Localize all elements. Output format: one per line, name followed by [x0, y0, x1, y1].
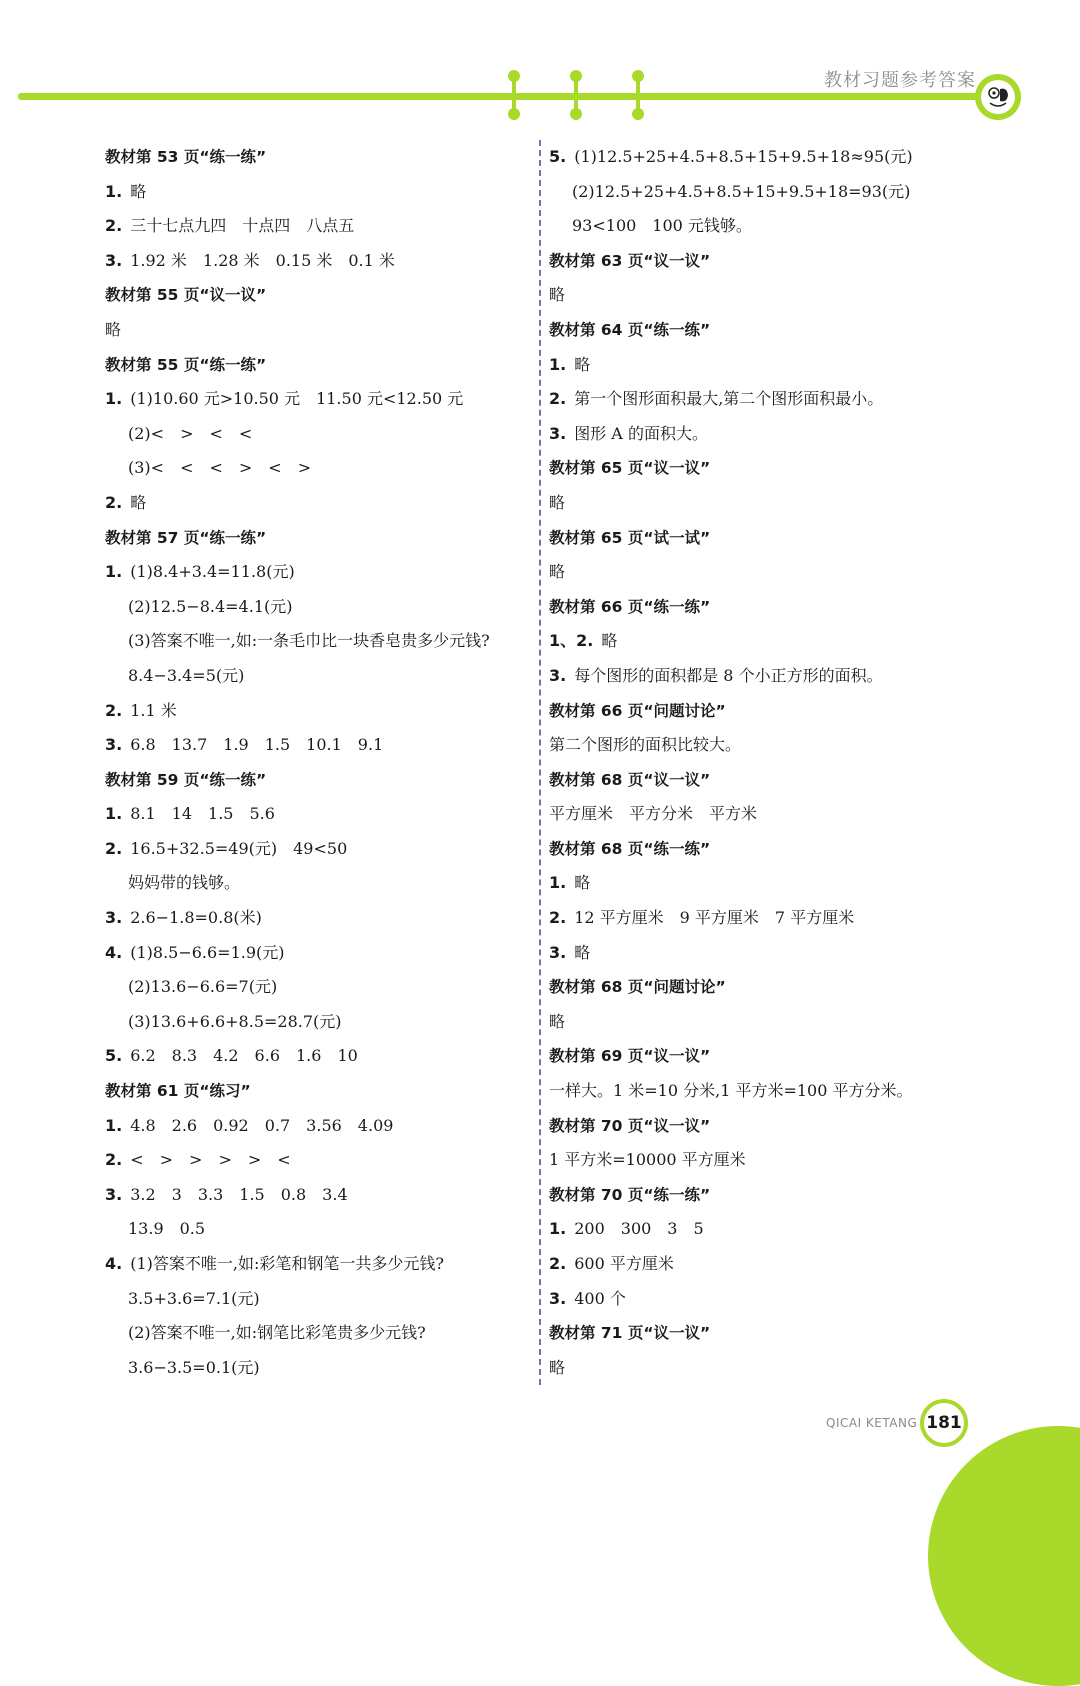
binder-clip-icon	[633, 70, 643, 120]
line-text: < > > > > <	[130, 1150, 291, 1170]
section-heading	[549, 521, 1069, 556]
line-text: 教材第 65 页“试一试”	[549, 528, 711, 547]
answer-line	[549, 486, 1069, 521]
answer-line	[105, 1247, 530, 1282]
left-column	[105, 140, 530, 1385]
line-text: 教材第 61 页“练习”	[105, 1082, 251, 1101]
column-divider	[539, 140, 541, 1385]
answer-line	[549, 1351, 1069, 1386]
section-heading	[105, 348, 530, 383]
answer-line	[105, 1143, 530, 1178]
answer-line	[549, 866, 1069, 901]
item-number: 1.	[105, 1115, 123, 1135]
line-text: 教材第 68 页“议一议”	[549, 770, 711, 789]
section-heading	[105, 521, 530, 556]
answer-line	[105, 1282, 530, 1317]
section-heading	[105, 278, 530, 313]
answer-line	[549, 901, 1069, 936]
answer-line	[549, 348, 1069, 383]
answer-line	[105, 1351, 530, 1386]
line-text: 600 平方厘米	[574, 1254, 674, 1273]
line-text: 3.6−3.5=0.1(元)	[128, 1357, 260, 1377]
answer-line	[549, 175, 1069, 210]
line-text: 3.2 3 3.3 1.5 0.8 3.4	[130, 1184, 348, 1204]
binder-clip-icon	[571, 70, 581, 120]
line-text: 教材第 68 页“问题讨论”	[549, 978, 726, 997]
section-heading	[549, 1178, 1069, 1213]
line-text: 教材第 53 页“练一练”	[105, 148, 267, 166]
answer-line	[105, 486, 530, 521]
line-text: 200 300 3 5	[574, 1219, 704, 1239]
line-text: 6.8 13.7 1.9 1.5 10.1 9.1	[130, 735, 384, 755]
answer-line	[549, 1282, 1069, 1317]
item-number: 2.	[105, 838, 123, 858]
line-text: 93<100 100 元钱够。	[572, 216, 752, 236]
answer-line	[105, 244, 530, 279]
line-text: 教材第 59 页“练一练”	[105, 770, 267, 789]
answer-line	[105, 694, 530, 729]
line-text: 8.1 14 1.5 5.6	[130, 804, 275, 824]
line-text: 16.5+32.5=49(元) 49<50	[130, 838, 348, 858]
line-text: 第一个图形面积最大,第二个图形面积最小。	[574, 389, 884, 409]
line-text: 教材第 66 页“练一练”	[549, 597, 711, 616]
answer-line	[549, 278, 1069, 313]
mascot-icon	[975, 74, 1021, 120]
answer-line	[105, 209, 530, 244]
line-text: 略	[105, 319, 122, 339]
answer-line	[105, 1178, 530, 1213]
header-title: 教材习题参考答案	[824, 70, 976, 91]
answer-line	[105, 590, 530, 625]
answer-line	[105, 970, 530, 1005]
line-text: 教材第 65 页“议一议”	[549, 459, 711, 478]
line-text: (2)12.5−8.4=4.1(元)	[128, 596, 293, 616]
section-heading	[549, 590, 1069, 625]
item-number: 4.	[105, 1254, 123, 1273]
answer-line	[549, 555, 1069, 590]
section-heading	[105, 763, 530, 798]
section-heading	[105, 1074, 530, 1109]
right-column	[549, 140, 1069, 1385]
answer-line	[105, 555, 530, 590]
item-number: 2.	[105, 1150, 123, 1170]
item-number: 3.	[105, 735, 123, 755]
answer-line	[105, 417, 530, 452]
line-text: (3)答案不唯一,如:一条毛巾比一块香皂贵多少元钱?	[128, 631, 490, 651]
line-text: 8.4−3.4=5(元)	[128, 665, 245, 685]
answer-line	[105, 1039, 530, 1074]
answer-line	[105, 175, 530, 210]
corner-decoration	[928, 1426, 1080, 1686]
item-number: 2.	[105, 700, 123, 720]
item-number: 1.	[549, 1219, 567, 1239]
line-text: 教材第 55 页“议一议”	[105, 286, 267, 305]
line-text: 教材第 57 页“练一练”	[105, 528, 267, 547]
line-text: (1)8.5−6.6=1.9(元)	[130, 942, 285, 962]
line-text: 图形 A 的面积大。	[574, 423, 708, 443]
item-number: 5.	[549, 147, 567, 166]
answer-line	[549, 1143, 1069, 1178]
line-text: (1)12.5+25+4.5+8.5+15+9.5+18≈95(元)	[574, 147, 913, 166]
line-text: 1.1 米	[130, 700, 177, 720]
item-number: 3.	[549, 665, 567, 685]
item-number: 2.	[105, 216, 123, 236]
line-text: 教材第 70 页“练一练”	[549, 1185, 711, 1204]
item-number: 3.	[105, 908, 123, 928]
page-number: 181	[920, 1399, 968, 1447]
answer-line	[105, 797, 530, 832]
answer-line	[549, 797, 1069, 832]
section-heading	[549, 1109, 1069, 1144]
answer-line	[105, 832, 530, 867]
line-text: 略	[549, 285, 566, 305]
line-text: 4.8 2.6 0.92 0.7 3.56 4.09	[130, 1115, 394, 1135]
item-number: 2.	[105, 492, 123, 512]
line-text: 略	[130, 492, 147, 512]
line-text: 略	[130, 181, 147, 201]
line-text: 教材第 69 页“议一议”	[549, 1047, 711, 1066]
answer-line	[549, 624, 1069, 659]
section-heading	[549, 694, 1069, 729]
line-text: 教材第 55 页“练一练”	[105, 355, 267, 374]
answer-line	[549, 659, 1069, 694]
line-text: (2)13.6−6.6=7(元)	[128, 977, 278, 997]
line-text: 略	[574, 354, 591, 374]
line-text: (1)答案不唯一,如:彩笔和钢笔一共多少元钱?	[130, 1254, 444, 1273]
line-text: 每个图形的面积都是 8 个小正方形的面积。	[574, 665, 883, 685]
answer-line	[549, 382, 1069, 417]
answer-line	[549, 1212, 1069, 1247]
line-text: 略	[574, 942, 591, 962]
section-heading	[549, 1039, 1069, 1074]
line-text: 一样大。1 米=10 分米,1 平方米=100 平方分米。	[549, 1081, 913, 1101]
line-text: 略	[574, 873, 591, 893]
line-text: 2.6−1.8=0.8(米)	[130, 908, 262, 928]
line-text: 教材第 71 页“议一议”	[549, 1324, 711, 1343]
item-number: 2.	[549, 908, 567, 928]
answer-line	[549, 417, 1069, 452]
answer-line	[105, 936, 530, 971]
item-number: 1.	[105, 562, 123, 582]
line-text: 教材第 63 页“议一议”	[549, 251, 711, 270]
line-text: 3.5+3.6=7.1(元)	[128, 1288, 260, 1308]
line-text: 略	[549, 492, 566, 512]
section-heading	[549, 1316, 1069, 1351]
answer-line	[549, 936, 1069, 971]
answer-line	[105, 1109, 530, 1144]
line-text: 教材第 70 页“议一议”	[549, 1116, 711, 1135]
line-text: 略	[601, 631, 618, 651]
answer-line	[549, 728, 1069, 763]
line-text: (1)10.60 元>10.50 元 11.50 元<12.50 元	[130, 389, 464, 409]
item-number: 2.	[549, 1254, 567, 1273]
answer-line	[105, 659, 530, 694]
answer-line	[105, 624, 530, 659]
line-text: 平方厘米 平方分米 平方米	[549, 804, 758, 824]
section-heading	[549, 970, 1069, 1005]
line-text: 略	[549, 1011, 566, 1031]
item-number: 1.	[105, 804, 123, 824]
section-heading	[549, 832, 1069, 867]
binder-clip-icon	[509, 70, 519, 120]
line-text: 教材第 64 页“练一练”	[549, 320, 711, 339]
section-heading	[549, 763, 1069, 798]
section-heading	[105, 140, 530, 175]
answer-line	[105, 901, 530, 936]
answer-line	[105, 1212, 530, 1247]
line-text: 教材第 66 页“问题讨论”	[549, 701, 726, 720]
line-text: 略	[549, 1357, 566, 1377]
item-number: 3.	[549, 1288, 567, 1308]
answer-line	[549, 1074, 1069, 1109]
footer-series: QICAI KETANG	[826, 1416, 918, 1430]
answer-line	[549, 140, 1069, 175]
line-text: 6.2 8.3 4.2 6.6 1.6 10	[130, 1046, 358, 1066]
line-text: (3)< < < > < >	[128, 458, 312, 478]
item-number: 3.	[549, 942, 567, 962]
item-number: 1.	[549, 354, 567, 374]
item-number: 5.	[105, 1046, 123, 1066]
answer-line	[549, 209, 1069, 244]
item-number: 3.	[105, 250, 123, 270]
answer-line	[105, 1005, 530, 1040]
line-text: 1.92 米 1.28 米 0.15 米 0.1 米	[130, 250, 395, 270]
section-heading	[549, 313, 1069, 348]
item-number: 3.	[549, 423, 567, 443]
item-number: 2.	[549, 389, 567, 409]
line-text: (2)12.5+25+4.5+8.5+15+9.5+18=93(元)	[572, 181, 911, 201]
answer-line	[105, 382, 530, 417]
item-number: 1.	[105, 181, 123, 201]
line-text: (2)答案不唯一,如:钢笔比彩笔贵多少元钱?	[128, 1323, 426, 1343]
line-text: 13.9 0.5	[128, 1219, 206, 1239]
section-heading	[549, 244, 1069, 279]
answer-line	[105, 728, 530, 763]
answer-line	[105, 313, 530, 348]
line-text: 400 个	[574, 1288, 626, 1308]
line-text: 12 平方厘米 9 平方厘米 7 平方厘米	[574, 908, 855, 928]
item-number: 1.	[549, 873, 567, 893]
answer-line	[105, 866, 530, 901]
line-text: 第二个图形的面积比较大。	[549, 735, 742, 755]
answer-line	[549, 1005, 1069, 1040]
answer-line	[105, 1316, 530, 1351]
line-text: (3)13.6+6.6+8.5=28.7(元)	[128, 1011, 342, 1031]
line-text: 妈妈带的钱够。	[128, 873, 241, 893]
item-number: 1.	[105, 389, 123, 409]
header-rule	[18, 93, 988, 100]
item-number: 1、2.	[549, 631, 594, 651]
answer-line	[549, 1247, 1069, 1282]
line-text: 三十七点九四 十点四 八点五	[130, 216, 355, 236]
item-number: 4.	[105, 942, 123, 962]
answer-line	[105, 451, 530, 486]
line-text: (1)8.4+3.4=11.8(元)	[130, 562, 295, 582]
line-text: 教材第 68 页“练一练”	[549, 839, 711, 858]
item-number: 3.	[105, 1184, 123, 1204]
line-text: 略	[549, 562, 566, 582]
line-text: (2)< > < <	[128, 423, 253, 443]
line-text: 1 平方米=10000 平方厘米	[549, 1150, 746, 1170]
section-heading	[549, 451, 1069, 486]
